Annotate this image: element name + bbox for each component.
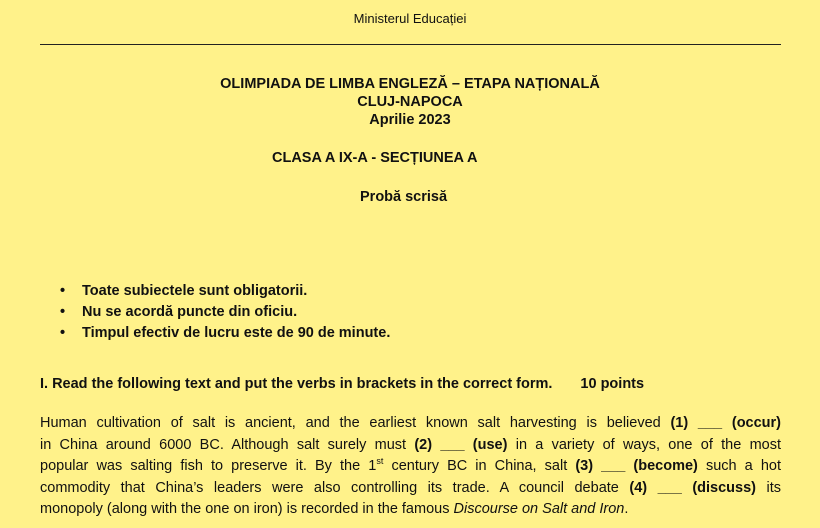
title-date: Aprilie 2023 [369, 112, 451, 128]
exam-type-label: Probă scrisă [360, 189, 448, 205]
bullet-icon: • [60, 325, 66, 341]
gap-2: (2) ___ (use) [414, 436, 508, 453]
header-divider [40, 44, 781, 45]
rule-text: Nu se acordă puncte din oficiu. [82, 304, 298, 320]
rule-item [60, 281, 390, 302]
passage-line: popular was salting fish to preserve it. By the 1st century BC in China, salt (3) ___ (become) such a hot [40, 456, 781, 474]
class-section-label: CLASA A IX-A - SECȚIUNEA A [272, 150, 478, 166]
bullet-icon: • [60, 304, 66, 320]
exercise-heading [40, 376, 644, 392]
work-title: Discourse on Salt and Iron [453, 501, 625, 517]
rule-text: Toate subiectele sunt obligatorii. [82, 283, 308, 299]
title-olympiad: OLIMPIADA DE LIMBA ENGLEZĂ – ETAPA NAȚIONALĂ [220, 76, 600, 92]
passage-line: monopoly (along with the one on iron) is recorded in the famous Discourse on Salt and Iron. [40, 501, 629, 517]
exercise-instruction: I. Read the following text and put the verbs in brackets in the correct form. [40, 376, 553, 392]
ministry-header: Ministerul Educației [353, 11, 467, 26]
title-city: CLUJ-NAPOCA [357, 94, 463, 110]
passage-line: Human cultivation of salt is ancient, and the earliest known salt harvesting is believed (1) ___ (occur) [40, 415, 782, 431]
gap-1: (1) ___ (occur) [670, 415, 782, 431]
rules-list [60, 281, 390, 344]
gap-3: (3) ___ (become) [575, 458, 698, 474]
passage-line: commodity that China’s leaders were also controlling its trade. A council debate (4) ___ (discuss) its [40, 479, 781, 496]
rule-item [60, 302, 390, 323]
rule-item [60, 323, 390, 344]
exercise-points: 10 points [580, 376, 645, 392]
gap-4: (4) ___ (discuss) [629, 479, 756, 496]
passage-line: in China around 6000 BC. Although salt surely must (2) ___ (use) in a variety of ways, one of the most [40, 436, 781, 453]
rule-text: Timpul efectiv de lucru este de 90 de minute. [82, 325, 391, 341]
bullet-icon: • [60, 283, 66, 299]
exercise-passage [40, 413, 781, 521]
document-title [0, 75, 820, 129]
